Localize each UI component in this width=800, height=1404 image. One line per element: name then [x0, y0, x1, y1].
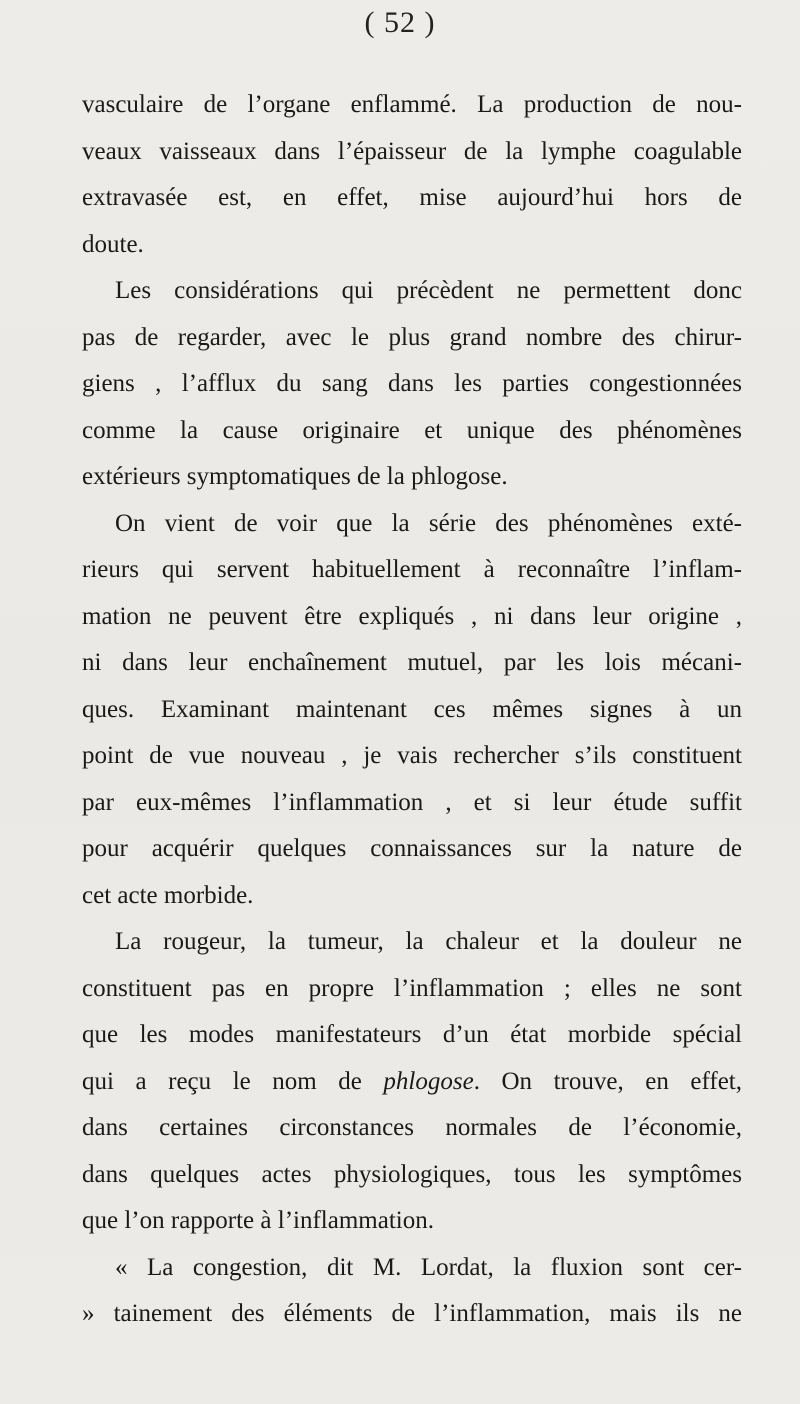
text-line: pour acquérir quelques connaissances sur la nature de	[82, 835, 742, 862]
quote-line: » tainement des éléments de l’inflammation, mais ils ne	[82, 1300, 742, 1327]
text-fragment: . On trouve, en effet,	[473, 1067, 742, 1095]
text-line: veaux vaisseaux dans l’épaisseur de la lymphe coagulable	[82, 137, 742, 165]
page-number: ( 52 )	[364, 6, 436, 39]
text-line: vasculaire de l’organe enflammé. La production de nou-	[82, 91, 742, 118]
text-line: dans quelques actes physiologiques, tous les symptômes	[82, 1160, 742, 1188]
text-line: extravasée est, en effet, mise aujourd’hui hors de	[82, 184, 742, 211]
text-line: pas de regarder, avec le plus grand nombre des chirur-	[82, 323, 742, 351]
text-line: que les modes manifestateurs d’un état morbide spécial	[82, 1021, 742, 1048]
text-line: constituent pas en propre l’inflammation ; elles ne sont	[82, 974, 742, 1002]
text-line-with-italic	[82, 1059, 742, 1106]
body-text	[82, 82, 742, 1338]
text-line: doute.	[82, 230, 144, 258]
text-line: que l’on rapporte à l’inflammation.	[82, 1207, 434, 1234]
italic-term-phlogose: phlogose	[383, 1067, 474, 1095]
text-line: extérieurs symptomatiques de la phlogose.	[82, 463, 508, 490]
text-line: giens , l’afflux du sang dans les parties congestionnées	[82, 370, 742, 397]
text-line: comme la cause originaire et unique des phénomènes	[82, 416, 742, 444]
text-line: rieurs qui servent habituellement à reconnaître l’inflam-	[82, 556, 742, 583]
text-line: point de vue nouveau , je vais rechercher s’ils constituent	[82, 742, 742, 769]
text-line: ni dans leur enchaînement mutuel, par les lois mécani-	[82, 649, 742, 676]
text-line: ques. Examinant maintenant ces mêmes signes à un	[82, 695, 742, 723]
text-line: La rougeur, la tumeur, la chaleur et la douleur ne	[115, 928, 742, 955]
text-line: mation ne peuvent être expliqués , ni dans leur origine ,	[82, 602, 742, 630]
quote-line: « La congestion, dit M. Lordat, la fluxion sont cer-	[115, 1253, 742, 1281]
text-fragment: qui a reçu le nom de	[82, 1067, 384, 1095]
text-line: On vient de voir que la série des phénomènes exté-	[115, 509, 742, 537]
text-line: Les considérations qui précèdent ne permettent donc	[115, 277, 742, 304]
text-line: cet acte morbide.	[82, 881, 254, 909]
text-line: par eux-mêmes l’inflammation , et si leur étude suffit	[82, 788, 742, 816]
text-line: dans certaines circonstances normales de l’économie,	[82, 1114, 742, 1141]
